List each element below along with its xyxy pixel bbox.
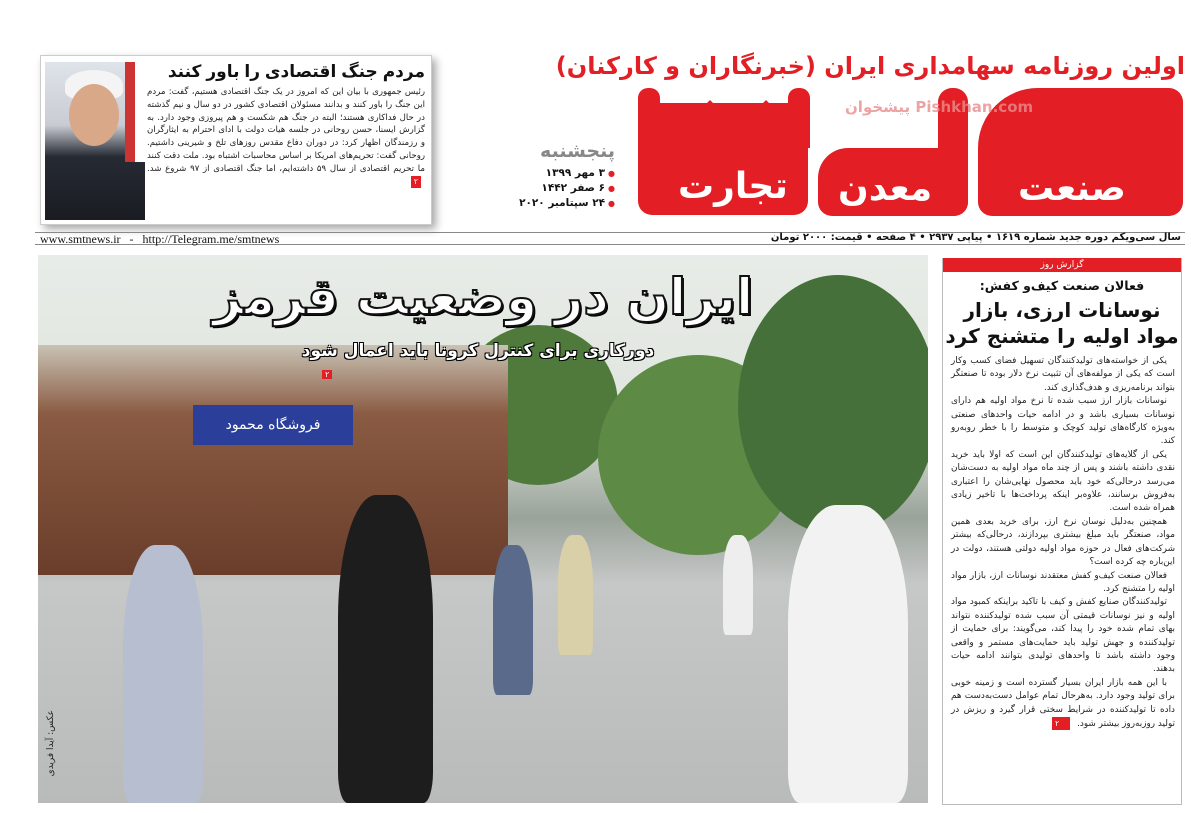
- logo-word-madan: معدن: [838, 168, 933, 209]
- page-ref-badge[interactable]: ۲: [1052, 717, 1070, 730]
- weekday: پنجشنبه: [540, 140, 615, 162]
- logo-word-tejarat: تجارت: [678, 166, 788, 207]
- lead-story-content: [147, 61, 425, 188]
- page-ref-badge[interactable]: ۲: [411, 176, 421, 189]
- lead-story-box[interactable]: [40, 55, 432, 225]
- daily-report-column: [942, 258, 1182, 805]
- column-supertitle: فعالان صنعت کیف‌و کفش:: [979, 278, 1145, 293]
- paragraph: نوسانات بازار ارز سبب شده تا نرخ مواد اولیه هم دارای نوسانات بسیاری باشد و در ادامه حیات واحدهای صنعتی به‌ویژه کارگاه‌های تولید کوچک و متوسط را با خطر روبه‌رو کند.: [951, 396, 1175, 447]
- date-lunar: ● ۶ صفر ۱۴۴۲: [495, 181, 615, 196]
- page-ref-badge[interactable]: ۲: [322, 370, 332, 379]
- date-gregorian: ● ۲۴ سپتامبر ۲۰۲۰: [495, 196, 615, 211]
- paragraph: یکی از گلایه‌های تولیدکنندگان این است که اولا باید خرید نقدی داشته باشند و پس از چند ماه مواد اولیه به دست‌شان می‌رسد درحالی‌که خود باید محصول نهایی‌شان را اعتباری به‌فروش برسانند، علاوه‌بر اینکه پرداخت‌ها با تاخیر زیادی همراه شده است.: [951, 449, 1175, 514]
- paragraph: [951, 677, 1175, 732]
- lead-story-title[interactable]: مردم جنگ اقتصادی را باور کنند: [167, 62, 425, 82]
- issue-info: سال سی‌ویکم دوره جدید شماره ۱۶۱۹ • پیاپی ۲۹۳۷ • ۴ صفحه • قیمت: ۲۰۰۰ تومان: [770, 232, 1181, 243]
- president-photo: [45, 62, 145, 220]
- main-subheadline: دورکاری برای کنترل کرونا باید اعمال شود: [301, 341, 655, 361]
- masthead-tagline: اولین روزنامه سهامداری ایران (خبرنگاران و کارکنان): [555, 52, 1185, 80]
- storefront: [38, 345, 508, 575]
- logo-word-sanat: صنعت: [1018, 168, 1126, 209]
- pishkhan-watermark: پیشخوان Pishkhan.com: [845, 98, 1034, 116]
- paragraph: یکی از خواسته‌های تولیدکنندگان تسهیل فضای کسب وکار است که یکی از مولفه‌های آن تثبیت نرخ دلار بوده تا صنعتگر بتواند برنامه‌ریزی و هدف‌گذاری کند.: [951, 356, 1175, 393]
- store-sign: فروشگاه محمود: [193, 405, 353, 445]
- paragraph-text: با این همه بازار ایران بسیار گسترده است و زمینه خوبی برای تولید وجود دارد. به‌هرحال تمام عوامل دست‌به‌دست هم داده تا تولیدکننده در شرایط سختی قرار گیرد و ریزش در تولید روزبه‌روز بیشتر شود.: [951, 677, 1175, 729]
- column-body: [943, 349, 1181, 731]
- paragraph: فعالان صنعت کیف‌و کفش معتقدند نوسانات ارز، بازار مواد اولیه را متشنج کرد.: [951, 570, 1175, 594]
- lead-story-body: رئیس جمهوری با بیان این که امروز در یک جنگ اقتصادی هستیم، گفت: مردم این جنگ را باور کنند و بدانند مسئولان اقتصادی کشور در دو سال و نیم گذشته در حال فداکاری هستند؛ البته در جنگ هم شکست و هم پیروزی وجود دارد. به گزارش ایسنا، حسن روحانی در جلسه هیات دولت با ادای احترام به ایثارگران و رزمندگان اظهار کرد: در دوران دفاع مقدس روزهای تلخ و شیرینی داشتیم. روحانی گفت: تحریم‌های امریکا بر اساس محاسبات اشتباه بود. ملت دقت کنند ما تحریم اقتصادی از سال ۵۹ داشته‌ایم، اما جنگ اقتصادی از ۹۷ شروع شد.: [147, 87, 425, 174]
- issue-dates: [495, 140, 615, 211]
- section-kicker: گزارش روز: [943, 258, 1181, 272]
- date-solar: ● ۳ مهر ۱۳۹۹: [495, 166, 615, 181]
- website-links[interactable]: www.smtnews.ir - http://Telegram.me/smtnews: [40, 232, 280, 246]
- column-title[interactable]: نوسانات ارزی، بازار مواد اولیه را متشنج کرد: [945, 298, 1179, 348]
- paragraph: تولیدکنندگان صنایع کفش و کیف با تاکید براینکه کمبود مواد اولیه و نیز نوسانات قیمتی آن سبب شده تولیدکننده نتواند بهای تمام شده خود را پیدا کند، می‌گویند: برای حمایت از تولیدکننده و جهش تولید باید حمایت‌های مستمر و واقعی وجود داشته باشد تا واحدهای تولیدی بتوانند ادامه حیات بدهند.: [951, 597, 1175, 675]
- lead-story-text: [147, 86, 425, 188]
- main-headline[interactable]: ایران در وضعیت قرمز: [212, 268, 754, 326]
- photo-credit: عکس: آیدا فریدی: [46, 710, 56, 777]
- main-street-photo[interactable]: [38, 255, 928, 803]
- paragraph: همچنین به‌دلیل نوسان نرخ ارز، برای خرید بعدی همین مواد، صنعتگر باید مبلغ بیشتری بپردازند، درحالی‌که بیشتر شرکت‌های فعال در حوزه مواد اولیه دولتی هستند، دولت در این‌باره چه کرده است؟: [951, 516, 1175, 568]
